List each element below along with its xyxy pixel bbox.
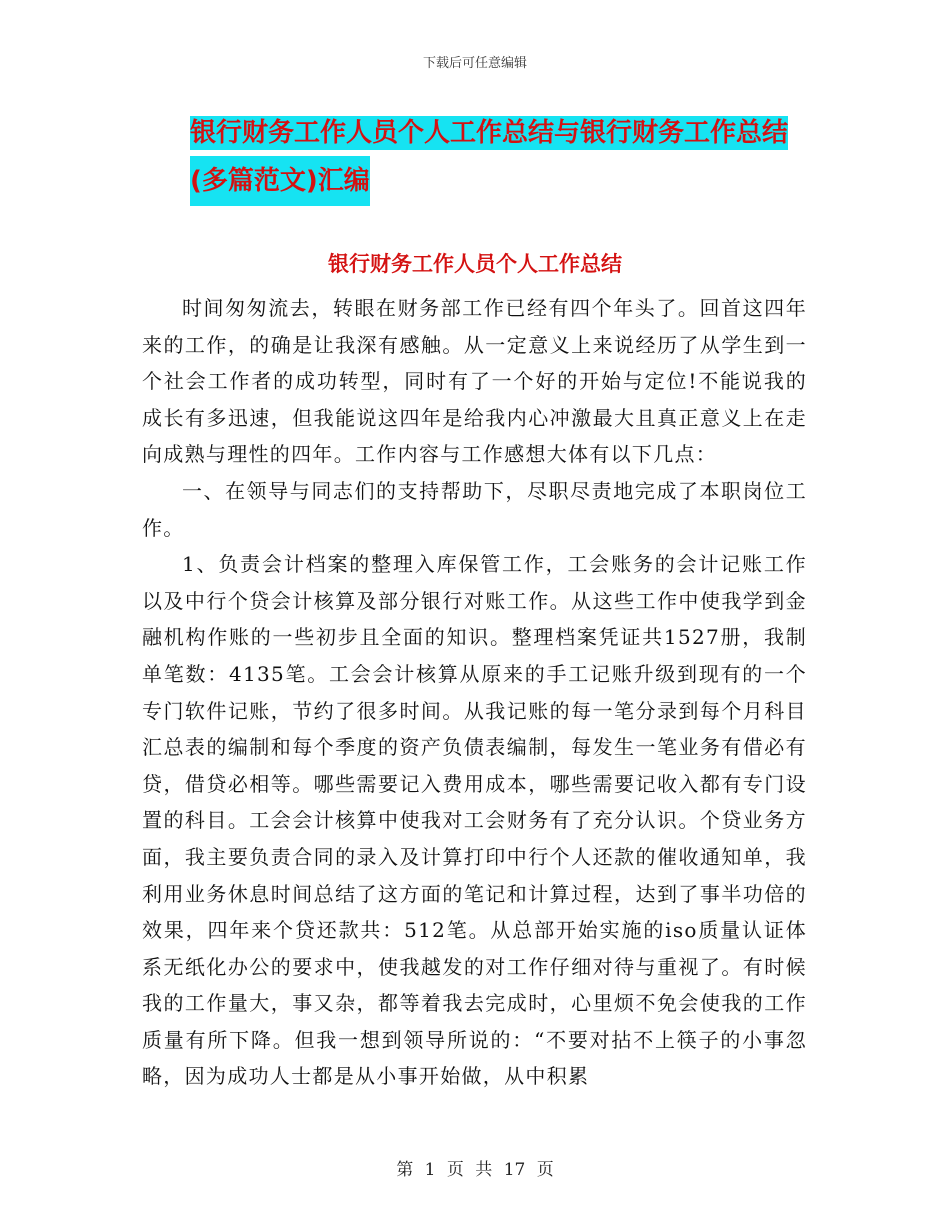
document-body bbox=[142, 290, 807, 1095]
document-title bbox=[190, 110, 810, 206]
page-number-footer: 第 1 页 共 17 页 bbox=[396, 1160, 554, 1180]
body-paragraph-1: 时间匆匆流去，转眼在财务部工作已经有四个年头了。回首这四年来的工作，的确是让我深有感触。从一定意义上来说经历了从学生到一个社会工作者的成功转型，同时有了一个好的开始与定位!不能说我的成长有多迅速，但我能说这四年是给我内心冲激最大且真正意义上在走向成熟与理性的四年。工作内容与工作感想大体有以下几点： bbox=[142, 296, 807, 467]
body-paragraph-2: 一、在领导与同志们的支持帮助下，尽职尽责地完成了本职岗位工作。 bbox=[142, 478, 807, 540]
body-paragraph-3: 1、负责会计档案的整理入库保管工作，工会账务的会计记账工作以及中行个贷会计核算及部分银行对账工作。从这些工作中使我学到金融机构作账的一些初步且全面的知识。整理档案凭证共1527册，我制单笔数：4135笔。工会会计核算从原来的手工记账升级到现有的一个专门软件记账，节约了很多时间。从我记账的每一笔分录到每个月科目汇总表的编制和每个季度的资产负债表编制，每发生一笔业务有借必有贷，借贷必相等。哪些需要记入费用成本，哪些需要记收入都有专门设置的科目。工会会计核算中使我对工会财务有了充分认识。个贷业务方面，我主要负责合同的录入及计算打印中行个人还款的催收通知单，我利用业务休息时间总结了这方面的笔记和计算过程，达到了事半功倍的效果，四年来个贷还款共：512笔。从总部开始实施的iso质量认证体系无纸化办公的要求中，使我越发的对工作仔细对待与重视了。有时候我的工作量大，事又杂，都等着我去完成时，心里烦不免会使我的工作质量有所下降。但我一想到领导所说的：“不要对拈不上筷子的小事忽略，因为成功人士都是从小事开始做，从中积累 bbox=[142, 552, 807, 1089]
page-header-note: 下载后可任意编辑 bbox=[422, 56, 527, 71]
document-title-line-1: 银行财务工作人员个人工作总结与银行财务工作总结 bbox=[190, 118, 789, 148]
document-title-line-2: (多篇范文)汇编 bbox=[190, 156, 370, 206]
section-title: 银行财务工作人员个人工作总结 bbox=[328, 252, 622, 276]
